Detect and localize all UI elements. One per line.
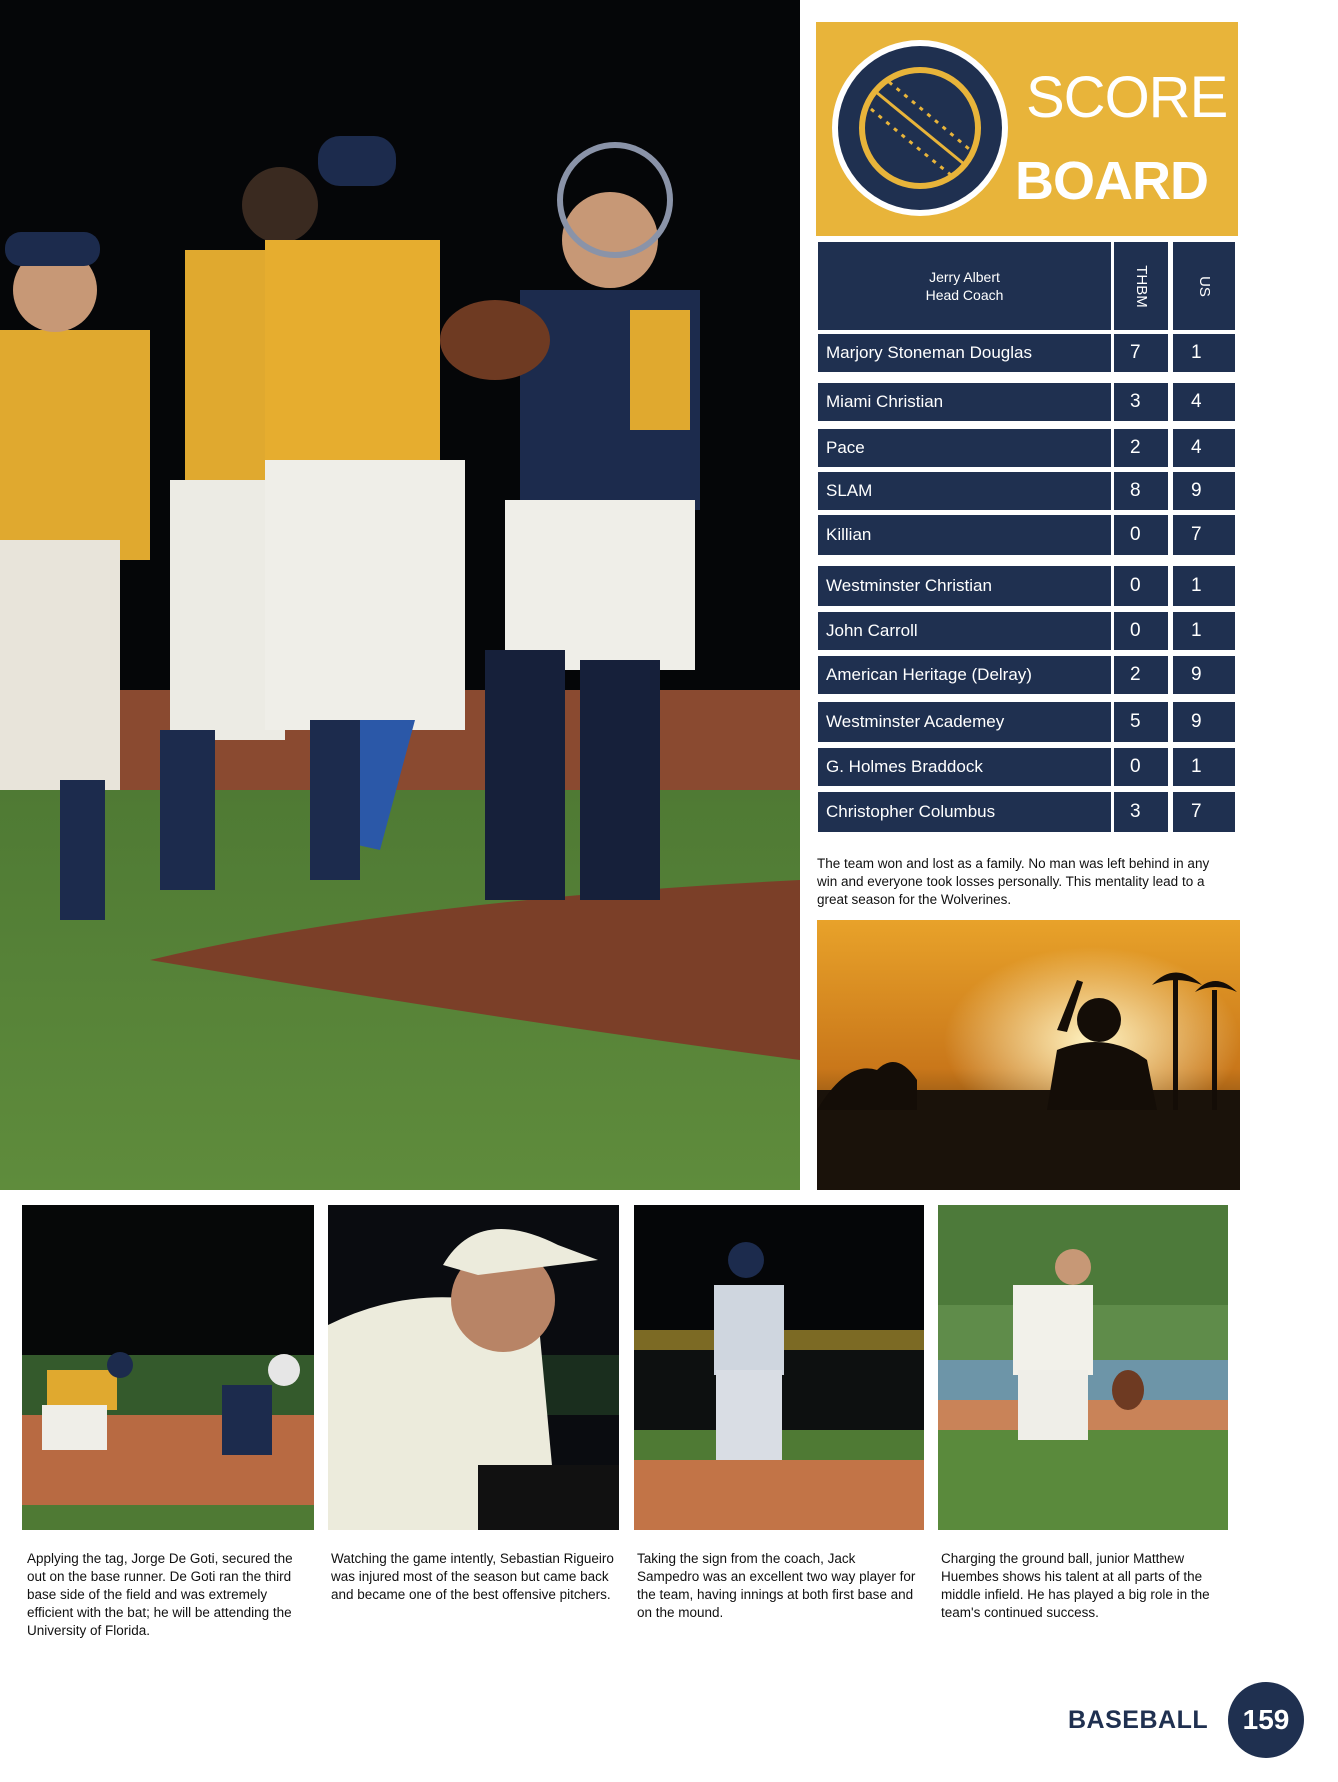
score-row-thbm: 7 <box>1114 334 1168 372</box>
score-row-thbm: 0 <box>1114 612 1168 650</box>
score-row-us: 4 <box>1173 383 1235 421</box>
score-row-thbm: 0 <box>1114 515 1168 555</box>
coach-role: Head Coach <box>925 287 1004 303</box>
scoreboard-title-line2: BOARD <box>1015 151 1208 211</box>
score-row-opponent: Christopher Columbus <box>818 792 1111 832</box>
score-row-opponent: Miami Christian <box>818 383 1111 421</box>
score-row-thbm: 0 <box>1114 748 1168 786</box>
score-row-us: 7 <box>1173 515 1235 555</box>
action-photo-tag-play <box>22 1205 314 1530</box>
score-row-opponent: SLAM <box>818 472 1111 510</box>
score-row-thbm: 0 <box>1114 566 1168 606</box>
column-header-us: US <box>1173 242 1235 330</box>
action-photo-base-runner <box>634 1205 924 1530</box>
score-row-us: 1 <box>1173 566 1235 606</box>
section-label: BASEBALL <box>1068 1706 1209 1734</box>
score-row-us: 9 <box>1173 702 1235 742</box>
score-row-opponent: Marjory Stoneman Douglas <box>818 334 1111 372</box>
scoreboard-header <box>816 22 1238 236</box>
score-row-thbm: 2 <box>1114 656 1168 694</box>
score-row-thbm: 5 <box>1114 702 1168 742</box>
score-row-us: 9 <box>1173 472 1235 510</box>
column-header-thbm: THBM <box>1114 242 1168 330</box>
portrait-photo-watching <box>328 1205 619 1530</box>
score-row-thbm: 3 <box>1114 383 1168 421</box>
score-row-us: 4 <box>1173 429 1235 467</box>
baseball-icon <box>829 37 1011 219</box>
page-number: 159 <box>1228 1682 1304 1758</box>
photo-caption: Watching the game intently, Sebastian Rigueiro was injured most of the season but came back and became one of the best offensive pitchers. <box>331 1551 614 1602</box>
action-photo-ground-ball <box>938 1205 1228 1530</box>
scoreboard-coach-header <box>818 242 1111 330</box>
score-row-us: 7 <box>1173 792 1235 832</box>
main-team-photo <box>0 0 800 1190</box>
scoreboard-title-line1: SCORE <box>1026 65 1228 130</box>
score-row-us: 1 <box>1173 612 1235 650</box>
photo-caption: Charging the ground ball, junior Matthew Huembes shows his talent at all parts of the middle infield. He has played a big role in the team's continued success. <box>941 1551 1210 1620</box>
score-row-opponent: G. Holmes Braddock <box>818 748 1111 786</box>
score-row-opponent: Westminster Academey <box>818 702 1111 742</box>
score-row-opponent: John Carroll <box>818 612 1111 650</box>
score-row-thbm: 8 <box>1114 472 1168 510</box>
score-row-us: 1 <box>1173 334 1235 372</box>
coach-name: Jerry Albert <box>929 269 1000 285</box>
team-caption: The team won and lost as a family. No man was left behind in any win and everyone took losses personally. This mentality lead to a great season for the Wolverines. <box>817 856 1210 907</box>
score-row-thbm: 2 <box>1114 429 1168 467</box>
score-row-us: 9 <box>1173 656 1235 694</box>
score-row-opponent: Pace <box>818 429 1111 467</box>
photo-caption: Applying the tag, Jorge De Goti, secured the out on the base runner. De Goti ran the third base side of the field and was extremely efficient with the bat; he will be attending the University of Florida. <box>27 1551 293 1638</box>
score-row-thbm: 3 <box>1114 792 1168 832</box>
score-row-opponent: Killian <box>818 515 1111 555</box>
score-row-us: 1 <box>1173 748 1235 786</box>
score-row-opponent: Westminster Christian <box>818 566 1111 606</box>
photo-caption: Taking the sign from the coach, Jack Sampedro was an excellent two way player for the team, having innings at both first base and on the mound. <box>637 1551 916 1620</box>
sunset-batter-photo <box>817 920 1240 1190</box>
score-row-opponent: American Heritage (Delray) <box>818 656 1111 694</box>
